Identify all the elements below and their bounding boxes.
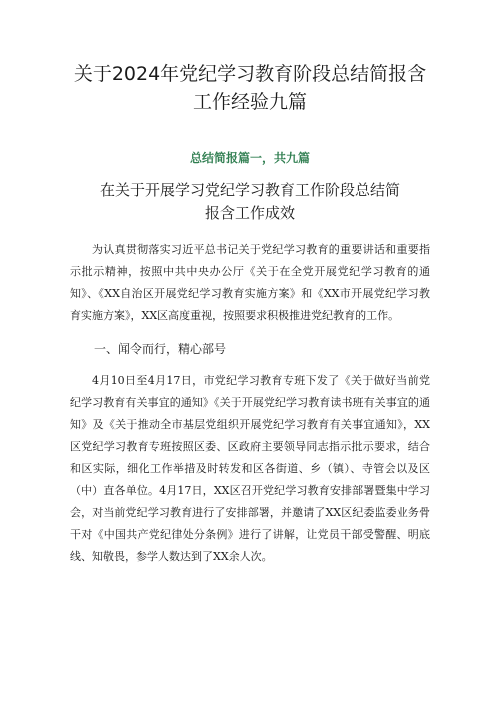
section-title <box>70 179 430 225</box>
document-title-line-2: 工作经验九篇 <box>192 91 307 113</box>
document-title-line-1: 关于2024年党纪学习教育阶段总结简报含 <box>73 63 427 85</box>
intro-paragraph: 为认真贯彻落实习近平总书记关于党纪学习教育的重要讲话和重要指示批示精神，按照中共中央办公厅《关于在全党开展党纪学习教育的通知》、《XX自治区开展党纪学习教育实施方案》和《XX市开展党纪学习教育实施方案》，XX区高度重视，按照要求积极推进党纪教育的工作。 <box>70 243 430 322</box>
section-title-line-1: 在关于开展学习党纪学习教育工作阶段总结简 <box>99 181 400 199</box>
section-title-line-2: 报含工作成效 <box>204 204 295 222</box>
body-paragraph-1: 4月10日至4月17日，市党纪学习教育专班下发了《关于做好当前党纪学习教育有关事宜的通知》《关于开展党纪学习教育读书班有关事宜的通知》及《关于推动全市基层党组织开展党纪学习教育有关事宜通知》，XX区党纪学习教育专班按照区委、区政府主要领导同志指示批示要求，结合和区实际，细化工作举措及时转发和区各街道、乡（镇）、寺管会以及区（中）直各单位。4月17日，XX区召开党纪学习教育安排部署暨集中学习会，对当前党纪学习教育进行了安排部署，并邀请了XX区纪委监委业务骨干对《中国共产党纪律处分条例》进行了讲解，让党员干部受警醒、明底线、知敬畏，参学人数达到了XX余人次。 <box>70 374 430 563</box>
document-subtitle: 总结简报篇一，共九篇 <box>189 151 310 165</box>
section-heading-1: 一、闻令而行，精心部号 <box>94 342 227 356</box>
document-title <box>70 60 430 116</box>
